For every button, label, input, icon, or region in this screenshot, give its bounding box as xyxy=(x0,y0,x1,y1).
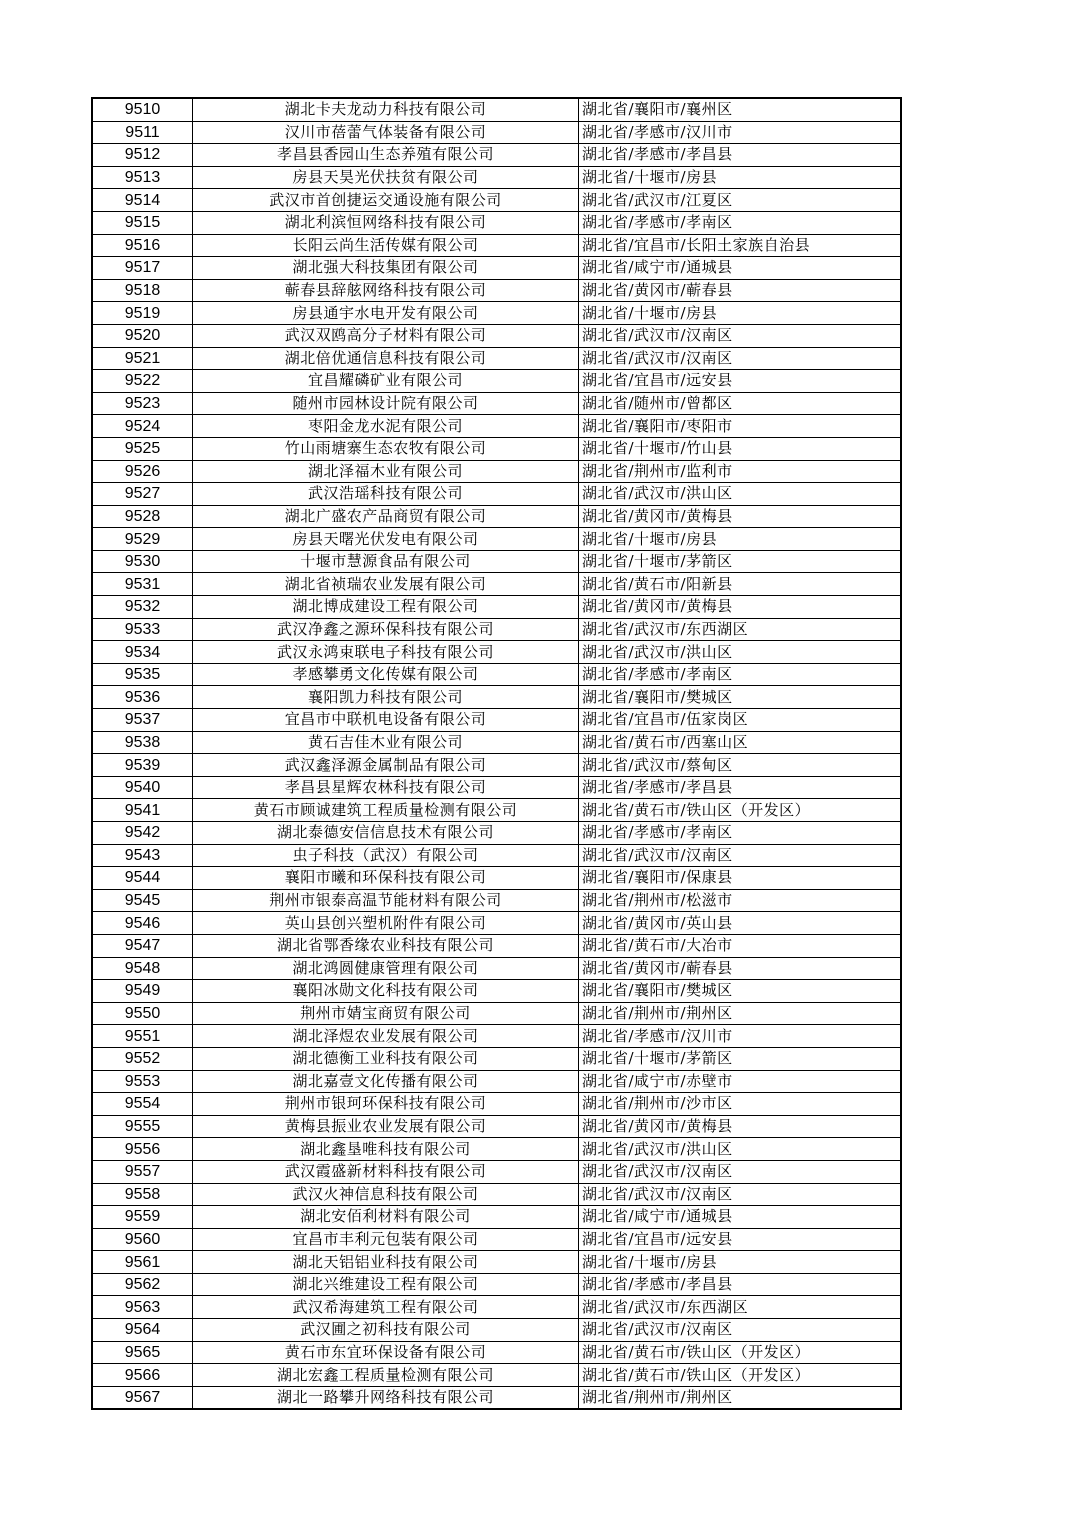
table-row xyxy=(92,1206,901,1229)
region-cell: 湖北省/黄冈市/蕲春县 xyxy=(579,279,902,302)
row-number-cell: 9559 xyxy=(92,1206,193,1229)
row-number-cell: 9557 xyxy=(92,1160,193,1183)
table-row xyxy=(92,596,901,619)
company-name-cell: 房县通宇水电开发有限公司 xyxy=(193,302,579,325)
region-cell: 湖北省/十堰市/房县 xyxy=(579,528,902,551)
row-number-cell: 9525 xyxy=(92,437,193,460)
region-cell: 湖北省/黄石市/阳新县 xyxy=(579,573,902,596)
row-number-cell: 9515 xyxy=(92,211,193,234)
region-cell: 湖北省/宜昌市/伍家岗区 xyxy=(579,709,902,732)
table-body xyxy=(92,98,901,1409)
table-row xyxy=(92,437,901,460)
table-row xyxy=(92,1341,901,1364)
company-name-cell: 宜昌耀磷矿业有限公司 xyxy=(193,370,579,393)
row-number-cell: 9550 xyxy=(92,1002,193,1025)
region-cell: 湖北省/黄冈市/黄梅县 xyxy=(579,596,902,619)
region-cell: 湖北省/孝感市/孝昌县 xyxy=(579,144,902,167)
region-cell: 湖北省/黄冈市/蕲春县 xyxy=(579,957,902,980)
row-number-cell: 9534 xyxy=(92,641,193,664)
region-cell: 湖北省/襄阳市/樊城区 xyxy=(579,686,902,709)
table-row xyxy=(92,1138,901,1161)
row-number-cell: 9516 xyxy=(92,234,193,257)
company-name-cell: 孝感攀勇文化传媒有限公司 xyxy=(193,663,579,686)
table-row xyxy=(92,618,901,641)
region-cell: 湖北省/宜昌市/长阳土家族自治县 xyxy=(579,234,902,257)
region-cell: 湖北省/黄冈市/黄梅县 xyxy=(579,1115,902,1138)
company-name-cell: 长阳云尚生活传媒有限公司 xyxy=(193,234,579,257)
row-number-cell: 9566 xyxy=(92,1364,193,1387)
region-cell: 湖北省/孝感市/孝南区 xyxy=(579,663,902,686)
company-name-cell: 湖北德衡工业科技有限公司 xyxy=(193,1047,579,1070)
row-number-cell: 9531 xyxy=(92,573,193,596)
company-name-cell: 武汉圃之初科技有限公司 xyxy=(193,1319,579,1342)
row-number-cell: 9522 xyxy=(92,370,193,393)
region-cell: 湖北省/孝感市/汉川市 xyxy=(579,121,902,144)
company-name-cell: 蕲春县辞舷网络科技有限公司 xyxy=(193,279,579,302)
table-row xyxy=(92,573,901,596)
region-cell: 湖北省/荆州市/荆州区 xyxy=(579,1002,902,1025)
region-cell: 湖北省/荆州市/荆州区 xyxy=(579,1386,902,1409)
row-number-cell: 9530 xyxy=(92,550,193,573)
company-name-cell: 湖北泰德安信信息技术有限公司 xyxy=(193,822,579,845)
table-row xyxy=(92,934,901,957)
region-cell: 湖北省/孝感市/孝昌县 xyxy=(579,776,902,799)
company-name-cell: 房县天曙光伏发电有限公司 xyxy=(193,528,579,551)
row-number-cell: 9560 xyxy=(92,1228,193,1251)
company-name-cell: 荆州市银泰高温节能材料有限公司 xyxy=(193,889,579,912)
region-cell: 湖北省/荆州市/松滋市 xyxy=(579,889,902,912)
table-row xyxy=(92,776,901,799)
region-cell: 湖北省/武汉市/汉南区 xyxy=(579,347,902,370)
row-number-cell: 9523 xyxy=(92,392,193,415)
table-row xyxy=(92,1070,901,1093)
table-row xyxy=(92,370,901,393)
region-cell: 湖北省/孝感市/孝昌县 xyxy=(579,1273,902,1296)
row-number-cell: 9536 xyxy=(92,686,193,709)
company-name-cell: 武汉浩瑶科技有限公司 xyxy=(193,483,579,506)
company-name-cell: 湖北宏鑫工程质量检测有限公司 xyxy=(193,1364,579,1387)
row-number-cell: 9532 xyxy=(92,596,193,619)
region-cell: 湖北省/襄阳市/樊城区 xyxy=(579,980,902,1003)
row-number-cell: 9548 xyxy=(92,957,193,980)
region-cell: 湖北省/襄阳市/枣阳市 xyxy=(579,415,902,438)
table-row xyxy=(92,302,901,325)
row-number-cell: 9558 xyxy=(92,1183,193,1206)
table-row xyxy=(92,1364,901,1387)
company-name-cell: 竹山雨塘寨生态农牧有限公司 xyxy=(193,437,579,460)
table-row xyxy=(92,822,901,845)
table-row xyxy=(92,528,901,551)
company-name-cell: 湖北广盛农产品商贸有限公司 xyxy=(193,505,579,528)
company-name-cell: 湖北泽福木业有限公司 xyxy=(193,460,579,483)
company-name-cell: 湖北嘉壹文化传播有限公司 xyxy=(193,1070,579,1093)
company-name-cell: 黄石吉佳木业有限公司 xyxy=(193,731,579,754)
row-number-cell: 9538 xyxy=(92,731,193,754)
table-row xyxy=(92,1228,901,1251)
table-row xyxy=(92,483,901,506)
table-row xyxy=(92,1386,901,1409)
row-number-cell: 9535 xyxy=(92,663,193,686)
row-number-cell: 9510 xyxy=(92,98,193,121)
company-name-cell: 十堰市慧源食品有限公司 xyxy=(193,550,579,573)
row-number-cell: 9524 xyxy=(92,415,193,438)
region-cell: 湖北省/咸宁市/通城县 xyxy=(579,257,902,280)
region-cell: 湖北省/黄冈市/英山县 xyxy=(579,912,902,935)
table-row xyxy=(92,754,901,777)
company-name-cell: 虫子科技（武汉）有限公司 xyxy=(193,844,579,867)
company-name-cell: 襄阳市曦和环保科技有限公司 xyxy=(193,867,579,890)
row-number-cell: 9520 xyxy=(92,324,193,347)
region-cell: 湖北省/十堰市/房县 xyxy=(579,1251,902,1274)
region-cell: 湖北省/十堰市/竹山县 xyxy=(579,437,902,460)
region-cell: 湖北省/荆州市/监利市 xyxy=(579,460,902,483)
company-name-cell: 湖北卡夫龙动力科技有限公司 xyxy=(193,98,579,121)
region-cell: 湖北省/黄石市/西塞山区 xyxy=(579,731,902,754)
region-cell: 湖北省/武汉市/洪山区 xyxy=(579,641,902,664)
company-name-cell: 武汉永鸿束联电子科技有限公司 xyxy=(193,641,579,664)
row-number-cell: 9545 xyxy=(92,889,193,912)
row-number-cell: 9537 xyxy=(92,709,193,732)
region-cell: 湖北省/黄石市/铁山区（开发区） xyxy=(579,799,902,822)
table-row xyxy=(92,324,901,347)
company-name-cell: 枣阳金龙水泥有限公司 xyxy=(193,415,579,438)
company-list-table xyxy=(91,97,902,1410)
row-number-cell: 9546 xyxy=(92,912,193,935)
company-name-cell: 湖北鑫垦唯科技有限公司 xyxy=(193,1138,579,1161)
table-row xyxy=(92,144,901,167)
company-name-cell: 武汉火神信息科技有限公司 xyxy=(193,1183,579,1206)
table-row xyxy=(92,415,901,438)
table-row xyxy=(92,166,901,189)
table-row xyxy=(92,1115,901,1138)
row-number-cell: 9529 xyxy=(92,528,193,551)
table-row xyxy=(92,1183,901,1206)
region-cell: 湖北省/宜昌市/远安县 xyxy=(579,1228,902,1251)
table-row xyxy=(92,460,901,483)
row-number-cell: 9513 xyxy=(92,166,193,189)
row-number-cell: 9552 xyxy=(92,1047,193,1070)
region-cell: 湖北省/武汉市/江夏区 xyxy=(579,189,902,212)
table-row xyxy=(92,121,901,144)
region-cell: 湖北省/襄阳市/襄州区 xyxy=(579,98,902,121)
row-number-cell: 9564 xyxy=(92,1319,193,1342)
region-cell: 湖北省/武汉市/汉南区 xyxy=(579,1183,902,1206)
region-cell: 湖北省/咸宁市/通城县 xyxy=(579,1206,902,1229)
company-name-cell: 武汉净鑫之源环保科技有限公司 xyxy=(193,618,579,641)
region-cell: 湖北省/孝感市/孝南区 xyxy=(579,211,902,234)
region-cell: 湖北省/武汉市/蔡甸区 xyxy=(579,754,902,777)
company-name-cell: 房县天昊光伏扶贫有限公司 xyxy=(193,166,579,189)
region-cell: 湖北省/黄石市/铁山区（开发区） xyxy=(579,1341,902,1364)
region-cell: 湖北省/十堰市/房县 xyxy=(579,166,902,189)
row-number-cell: 9521 xyxy=(92,347,193,370)
company-name-cell: 湖北一路攀升网络科技有限公司 xyxy=(193,1386,579,1409)
row-number-cell: 9554 xyxy=(92,1093,193,1116)
table-row xyxy=(92,844,901,867)
table-row xyxy=(92,663,901,686)
company-name-cell: 湖北倍优通信息科技有限公司 xyxy=(193,347,579,370)
table-row xyxy=(92,889,901,912)
company-name-cell: 襄阳冰勋文化科技有限公司 xyxy=(193,980,579,1003)
table-row xyxy=(92,867,901,890)
region-cell: 湖北省/十堰市/茅箭区 xyxy=(579,550,902,573)
company-name-cell: 武汉双鸥高分子材料有限公司 xyxy=(193,324,579,347)
table-row xyxy=(92,189,901,212)
row-number-cell: 9555 xyxy=(92,1115,193,1138)
region-cell: 湖北省/黄石市/铁山区（开发区） xyxy=(579,1364,902,1387)
table-row xyxy=(92,1251,901,1274)
company-name-cell: 英山县创兴塑机附件有限公司 xyxy=(193,912,579,935)
table-row xyxy=(92,1093,901,1116)
region-cell: 湖北省/武汉市/洪山区 xyxy=(579,1138,902,1161)
region-cell: 湖北省/十堰市/茅箭区 xyxy=(579,1047,902,1070)
table-row xyxy=(92,1160,901,1183)
row-number-cell: 9556 xyxy=(92,1138,193,1161)
table-row xyxy=(92,257,901,280)
row-number-cell: 9551 xyxy=(92,1025,193,1048)
row-number-cell: 9539 xyxy=(92,754,193,777)
region-cell: 湖北省/宜昌市/远安县 xyxy=(579,370,902,393)
company-name-cell: 湖北博成建设工程有限公司 xyxy=(193,596,579,619)
region-cell: 湖北省/武汉市/东西湖区 xyxy=(579,618,902,641)
row-number-cell: 9533 xyxy=(92,618,193,641)
table-row xyxy=(92,912,901,935)
table-row xyxy=(92,799,901,822)
company-name-cell: 宜昌市丰利元包装有限公司 xyxy=(193,1228,579,1251)
company-name-cell: 武汉市首创捷运交通设施有限公司 xyxy=(193,189,579,212)
row-number-cell: 9567 xyxy=(92,1386,193,1409)
row-number-cell: 9527 xyxy=(92,483,193,506)
company-name-cell: 黄梅县振业农业发展有限公司 xyxy=(193,1115,579,1138)
region-cell: 湖北省/襄阳市/保康县 xyxy=(579,867,902,890)
company-name-cell: 湖北强大科技集团有限公司 xyxy=(193,257,579,280)
row-number-cell: 9519 xyxy=(92,302,193,325)
region-cell: 湖北省/武汉市/汉南区 xyxy=(579,1319,902,1342)
row-number-cell: 9541 xyxy=(92,799,193,822)
row-number-cell: 9540 xyxy=(92,776,193,799)
table-row xyxy=(92,98,901,121)
row-number-cell: 9511 xyxy=(92,121,193,144)
region-cell: 湖北省/咸宁市/赤壁市 xyxy=(579,1070,902,1093)
company-name-cell: 武汉鑫泽源金属制品有限公司 xyxy=(193,754,579,777)
region-cell: 湖北省/黄石市/大冶市 xyxy=(579,934,902,957)
row-number-cell: 9549 xyxy=(92,980,193,1003)
company-name-cell: 襄阳凯力科技有限公司 xyxy=(193,686,579,709)
company-name-cell: 荆州市婧宝商贸有限公司 xyxy=(193,1002,579,1025)
row-number-cell: 9512 xyxy=(92,144,193,167)
table-row xyxy=(92,1002,901,1025)
row-number-cell: 9562 xyxy=(92,1273,193,1296)
row-number-cell: 9543 xyxy=(92,844,193,867)
table-row xyxy=(92,347,901,370)
company-name-cell: 荆州市银珂环保科技有限公司 xyxy=(193,1093,579,1116)
company-name-cell: 孝昌县香园山生态养殖有限公司 xyxy=(193,144,579,167)
region-cell: 湖北省/武汉市/洪山区 xyxy=(579,483,902,506)
table-row xyxy=(92,686,901,709)
row-number-cell: 9542 xyxy=(92,822,193,845)
table-row xyxy=(92,1025,901,1048)
company-name-cell: 湖北省鄂香缘农业科技有限公司 xyxy=(193,934,579,957)
company-name-cell: 湖北利滨恒网络科技有限公司 xyxy=(193,211,579,234)
company-name-cell: 随州市园林设计院有限公司 xyxy=(193,392,579,415)
row-number-cell: 9526 xyxy=(92,460,193,483)
region-cell: 湖北省/随州市/曾都区 xyxy=(579,392,902,415)
company-name-cell: 汉川市蓓蕾气体装备有限公司 xyxy=(193,121,579,144)
company-name-cell: 黄石市顾诚建筑工程质量检测有限公司 xyxy=(193,799,579,822)
table-row xyxy=(92,731,901,754)
company-name-cell: 湖北天铝铝业科技有限公司 xyxy=(193,1251,579,1274)
region-cell: 湖北省/武汉市/汉南区 xyxy=(579,1160,902,1183)
table-row xyxy=(92,505,901,528)
company-name-cell: 孝昌县星辉农林科技有限公司 xyxy=(193,776,579,799)
company-name-cell: 湖北鸿圆健康管理有限公司 xyxy=(193,957,579,980)
table-row xyxy=(92,1319,901,1342)
table-row xyxy=(92,234,901,257)
company-name-cell: 湖北省祯瑞农业发展有限公司 xyxy=(193,573,579,596)
region-cell: 湖北省/黄冈市/黄梅县 xyxy=(579,505,902,528)
row-number-cell: 9547 xyxy=(92,934,193,957)
table-row xyxy=(92,392,901,415)
company-name-cell: 武汉霞盛新材料科技有限公司 xyxy=(193,1160,579,1183)
company-name-cell: 黄石市东宜环保设备有限公司 xyxy=(193,1341,579,1364)
region-cell: 湖北省/孝感市/孝南区 xyxy=(579,822,902,845)
company-name-cell: 武汉希海建筑工程有限公司 xyxy=(193,1296,579,1319)
row-number-cell: 9544 xyxy=(92,867,193,890)
table-row xyxy=(92,1047,901,1070)
region-cell: 湖北省/武汉市/汉南区 xyxy=(579,844,902,867)
region-cell: 湖北省/武汉市/东西湖区 xyxy=(579,1296,902,1319)
table-row xyxy=(92,641,901,664)
row-number-cell: 9514 xyxy=(92,189,193,212)
table-row xyxy=(92,550,901,573)
company-name-cell: 湖北安佰利材料有限公司 xyxy=(193,1206,579,1229)
row-number-cell: 9553 xyxy=(92,1070,193,1093)
row-number-cell: 9561 xyxy=(92,1251,193,1274)
row-number-cell: 9518 xyxy=(92,279,193,302)
table-row xyxy=(92,279,901,302)
table-row xyxy=(92,980,901,1003)
table-row xyxy=(92,1296,901,1319)
region-cell: 湖北省/荆州市/沙市区 xyxy=(579,1093,902,1116)
table-row xyxy=(92,1273,901,1296)
table-row xyxy=(92,709,901,732)
company-name-cell: 宜昌市中联机电设备有限公司 xyxy=(193,709,579,732)
table-row xyxy=(92,211,901,234)
region-cell: 湖北省/武汉市/汉南区 xyxy=(579,324,902,347)
company-name-cell: 湖北泽煜农业发展有限公司 xyxy=(193,1025,579,1048)
row-number-cell: 9528 xyxy=(92,505,193,528)
region-cell: 湖北省/十堰市/房县 xyxy=(579,302,902,325)
table-row xyxy=(92,957,901,980)
row-number-cell: 9563 xyxy=(92,1296,193,1319)
region-cell: 湖北省/孝感市/汉川市 xyxy=(579,1025,902,1048)
row-number-cell: 9517 xyxy=(92,257,193,280)
company-name-cell: 湖北兴维建设工程有限公司 xyxy=(193,1273,579,1296)
row-number-cell: 9565 xyxy=(92,1341,193,1364)
